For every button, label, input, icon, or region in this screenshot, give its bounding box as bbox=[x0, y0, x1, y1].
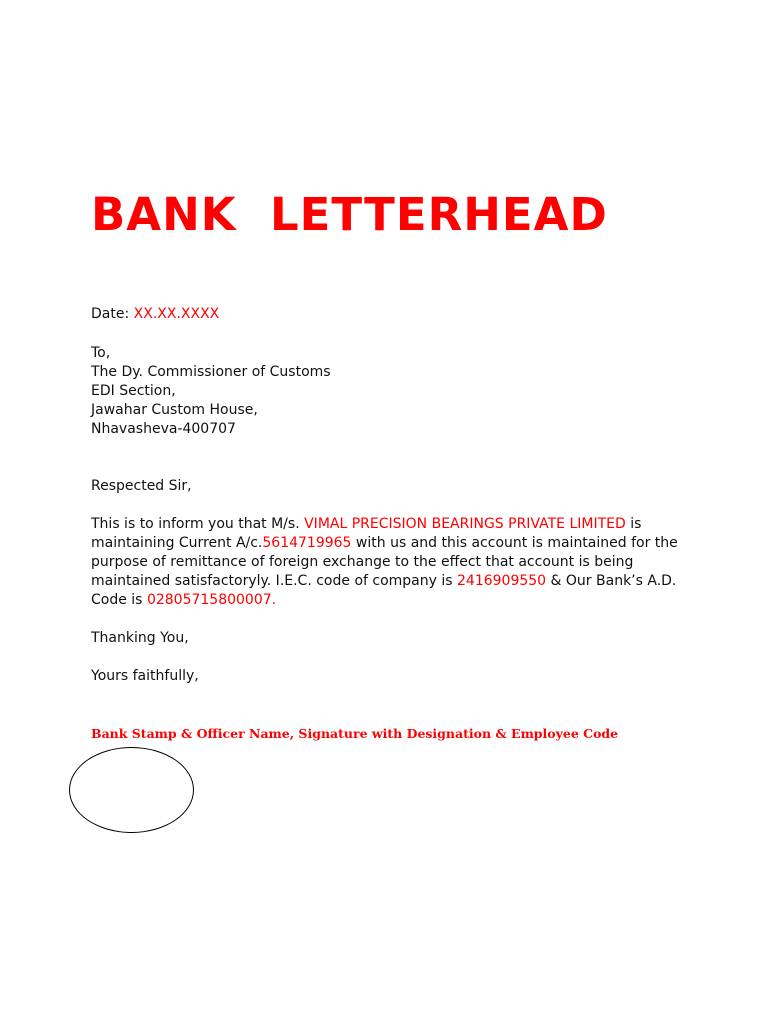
body-text: is bbox=[625, 516, 642, 532]
stamp-instruction: Bank Stamp & Officer Name, Signature with Designation & Employee Code bbox=[91, 726, 619, 741]
ad-code: 02805715800007. bbox=[146, 592, 277, 608]
address-line: To, bbox=[91, 345, 111, 361]
company-name: VIMAL PRECISION BEARINGS PRIVATE LIMITED bbox=[304, 516, 626, 532]
sign-off-line: Yours faithfully, bbox=[91, 668, 199, 684]
iec-code: 2416909550 bbox=[457, 573, 547, 589]
body-line bbox=[91, 534, 691, 553]
address-line: Nhavasheva-400707 bbox=[91, 421, 236, 437]
body-paragraph bbox=[91, 515, 691, 610]
date-line bbox=[91, 305, 219, 324]
body-text: This is to inform you that M/s. bbox=[91, 516, 305, 532]
salutation: Respected Sir, bbox=[91, 478, 192, 494]
body-text: maintaining Current A/c. bbox=[91, 535, 263, 551]
body-text: & Our Bank’s A.D. bbox=[546, 573, 677, 589]
date-label: Date: bbox=[91, 306, 134, 322]
body-text: with us and this account is maintained for the bbox=[351, 535, 678, 551]
stamp-placeholder-circle bbox=[69, 747, 194, 833]
thanks-line: Thanking You, bbox=[91, 630, 189, 646]
body-line bbox=[91, 591, 691, 610]
address-line: The Dy. Commissioner of Customs bbox=[91, 364, 331, 380]
address-line: Jawahar Custom House, bbox=[91, 402, 258, 418]
body-line bbox=[91, 572, 691, 591]
account-number: 5614719965 bbox=[262, 535, 352, 551]
body-line bbox=[91, 515, 691, 534]
letterhead-title: BANK LETTERHEAD bbox=[91, 188, 608, 241]
body-line: purpose of remittance of foreign exchange to the effect that account is being bbox=[91, 554, 634, 570]
body-text: Code is bbox=[91, 592, 147, 608]
body-text: maintained satisfactoryly. I.E.C. code of company is bbox=[91, 573, 458, 589]
address-line: EDI Section, bbox=[91, 383, 176, 399]
date-value: XX.XX.XXXX bbox=[133, 306, 220, 322]
recipient-address bbox=[91, 344, 331, 439]
